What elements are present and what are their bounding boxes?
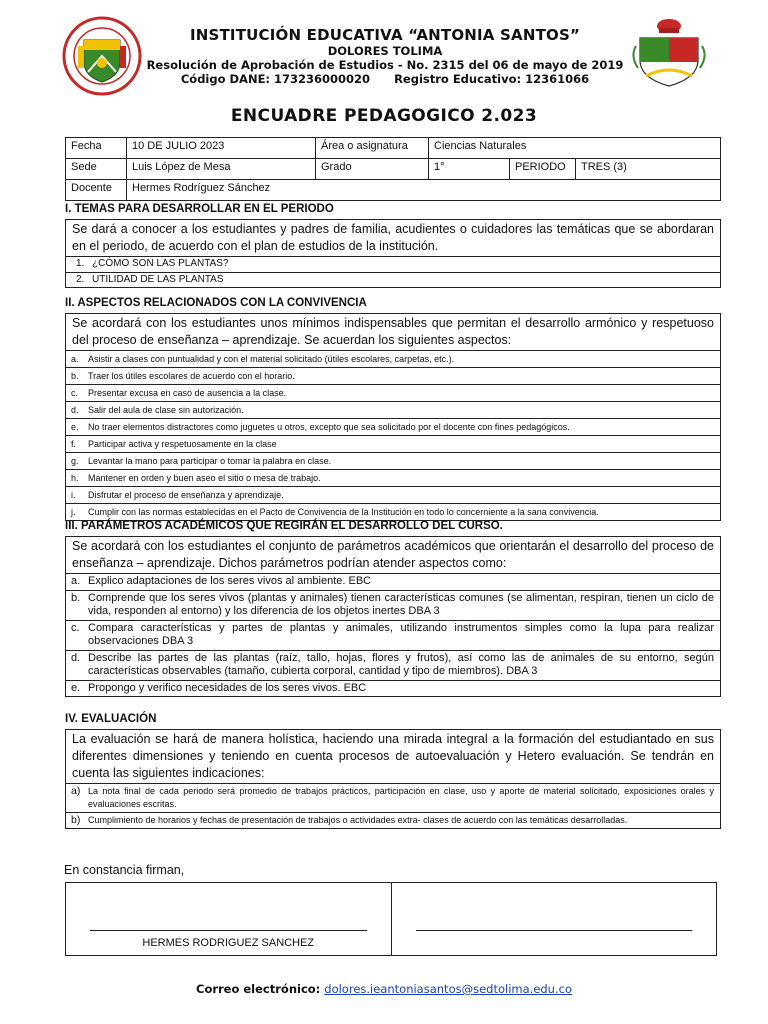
email-label: Correo electrónico: (196, 982, 321, 996)
section-box (65, 536, 721, 697)
item-text: Describe las partes de las plantas (raíz, tallo, hojas, flores y frutos), así como las de animales de su entorno, según características observables (tamaño, cubierta corporal, cantidad y tipo de miembros). DBA 3 (88, 651, 714, 677)
item-letter: a. (71, 354, 79, 364)
signature-name: HERMES RODRIGUEZ SANCHEZ (142, 937, 315, 949)
item-text: Explico adaptaciones de los seres vivos al ambiente. EBC (88, 575, 372, 587)
info-row-docente (66, 180, 721, 201)
signature-cell-right (391, 883, 717, 955)
item-text: Cumplir con las normas establecidas en el Pacto de Convivencia de la Institución en todo lo concerniente a la sana convivencia. (88, 507, 599, 517)
item-text: Asistir a clases con puntualidad y con el material solicitado (útiles escolares, carpetas, etc.). (88, 354, 455, 364)
area-label: Área o asignatura (316, 138, 429, 159)
item-text: Levantar la mano para participar o tomar la palabra en clase. (88, 456, 332, 466)
items-list (66, 351, 720, 520)
area-value: Ciencias Naturales (429, 138, 721, 159)
item-text: Cumplimiento de horarios y fechas de presentación de trabajos o actividades extra- clases de acuerdo con las temáticas desarrolladas. (88, 815, 628, 825)
section-intro: La evaluación se hará de manera holística, haciendo una mirada integral a la formación del estudiantado en sus diferentes dimensiones y teniendo en cuenta procesos de autoevaluación y Hetero evaluación. Se tendrán en cuenta las siguientes indicaciones: (66, 730, 720, 784)
docente-value: Hermes Rodríguez Sánchez (127, 180, 721, 201)
fecha-value: 10 DE JULIO 2023 (127, 138, 316, 159)
list-item (66, 503, 720, 520)
document-title: ENCUADRE PEDAGOGICO 2.023 (230, 106, 538, 126)
item-text: La nota final de cada periodo será promedio de trabajos prácticos, participación en clase, uso y aporte de material solicitado, exposiciones orales y evaluaciones escritas. (88, 786, 714, 809)
list-item (66, 486, 720, 503)
item-number: 1. (76, 258, 85, 269)
signature-line (90, 930, 367, 931)
item-letter: d. (71, 405, 79, 415)
section-convivencia (65, 297, 721, 521)
constancia-text: En constancia firman, (64, 863, 185, 877)
grado-label: Grado (316, 159, 429, 180)
list-item (66, 257, 720, 272)
list-item (66, 784, 720, 812)
item-letter: c. (71, 388, 79, 398)
item-letter: g. (71, 456, 79, 466)
grado-value: 1° (429, 159, 510, 180)
periodo-label: PERIODO (510, 159, 576, 180)
item-text: Traer los útiles escolares de acuerdo con el horario. (88, 371, 295, 381)
item-number: 2. (76, 273, 85, 285)
item-letter: a. (71, 575, 81, 587)
item-letter: f. (71, 439, 77, 449)
periodo-value: TRES (3) (576, 159, 721, 180)
item-letter: h. (71, 473, 79, 483)
institution-town: DOLORES TOLIMA (327, 44, 443, 58)
list-item (66, 452, 720, 469)
municipal-shield-logo (632, 16, 706, 90)
header (0, 0, 768, 96)
items-list (66, 784, 720, 828)
signature-cell-left (66, 883, 391, 955)
section-box (65, 313, 721, 521)
list-item (66, 812, 720, 828)
list-item (66, 384, 720, 401)
list-item (66, 435, 720, 452)
item-letter: e. (71, 681, 81, 694)
list-item (66, 574, 720, 590)
item-text: Salir del aula de clase sin autorización. (88, 405, 244, 415)
item-text: ¿CÓMO SON LAS PLANTAS? (92, 258, 229, 269)
items-list (66, 574, 720, 696)
item-text: Comprende que los seres vivos (plantas y animales) tienen características comunes (se alimentan, respiran, tienen un ciclo de vida, responden al entorno) y los diferencia de los objetos inertes DBA 3 (88, 591, 714, 617)
item-letter: d. (71, 651, 81, 664)
signature-box (65, 882, 717, 956)
fecha-label: Fecha (66, 138, 127, 159)
section-intro: Se acordará con los estudiantes el conjunto de parámetros académicos que orientarán el desarrollo del proceso de enseñanza – aprendizaje. Dichos parámetros podrían atender aspectos como: (66, 537, 720, 574)
item-letter: i. (71, 490, 76, 500)
item-letter: b. (71, 371, 79, 381)
section-intro: Se dará a conocer a los estudiantes y padres de familia, acudientes o cuidadores las temáticas que se abordaran en el periodo, de acuerdo con el plan de estudios de la institución. (66, 220, 720, 257)
item-letter: a) (71, 785, 81, 797)
header-text (140, 26, 630, 86)
list-item (66, 680, 720, 697)
list-item (66, 401, 720, 418)
item-text: Disfrutar el proceso de enseñanza y aprendizaje. (88, 490, 284, 500)
section-title: II. ASPECTOS RELACIONADOS CON LA CONVIVENCIA (65, 297, 367, 309)
list-item (66, 650, 720, 680)
item-letter: b) (71, 814, 81, 826)
email-link[interactable]: dolores.ieantoniasantos@sedtolima.edu.co (324, 982, 572, 996)
list-item (66, 620, 720, 650)
section-intro: Se acordará con los estudiantes unos mínimos indispensables que permitan el desarrollo armónico y respetuoso del proceso de enseñanza – aprendizaje. Se acuerdan los siguientes aspectos: (66, 314, 720, 351)
section-parametros (65, 520, 721, 697)
items-list (66, 257, 720, 287)
item-text: Mantener en orden y buen aseo el sitio o mesa de trabajo. (88, 473, 321, 483)
list-item (66, 469, 720, 486)
codes-line: Código DANE: 173236000020 Registro Educativo: 12361066 (180, 72, 590, 86)
item-letter: b. (71, 591, 81, 604)
school-seal-logo (62, 16, 142, 96)
item-text: Presentar excusa en caso de ausencia a la clase. (88, 388, 287, 398)
item-text: Compara características y partes de plantas y animales, utilizando instrumentos simples como la lupa para realizar observaciones DBA 3 (88, 621, 714, 647)
section-evaluacion (65, 713, 721, 829)
sede-label: Sede (66, 159, 127, 180)
list-item (66, 418, 720, 435)
item-letter: c. (71, 621, 80, 634)
section-title: IV. EVALUACIÓN (65, 713, 157, 725)
item-text: No traer elementos distractores como juguetes u otros, excepto que sea solicitado por el docente con fines pedagógicos. (88, 422, 570, 432)
section-box (65, 729, 721, 829)
footer (0, 982, 768, 996)
info-row-fecha (66, 138, 721, 159)
info-table (65, 137, 721, 201)
section-title: III. PARÁMETROS ACADÉMICOS QUE REGIRÁN EL DESARROLLO DEL CURSO. (65, 520, 503, 532)
signature-line (416, 930, 693, 931)
item-letter: j. (71, 507, 76, 517)
sede-value: Luis López de Mesa (127, 159, 316, 180)
section-temas (65, 203, 721, 288)
list-item (66, 351, 720, 367)
docente-label: Docente (66, 180, 127, 201)
item-text: UTILIDAD DE LAS PLANTAS (92, 273, 224, 285)
institution-name: INSTITUCIÓN EDUCATIVA “ANTONIA SANTOS” (189, 26, 581, 44)
item-text: Propongo y verifico necesidades de los seres vivos. EBC (88, 681, 367, 694)
item-letter: e. (71, 422, 79, 432)
section-box (65, 219, 721, 288)
item-text: Participar activa y respetuosamente en la clase (88, 439, 277, 449)
list-item (66, 272, 720, 288)
list-item (66, 590, 720, 620)
info-row-sede (66, 159, 721, 180)
section-title: I. TEMAS PARA DESARROLLAR EN EL PERIODO (65, 203, 334, 215)
resolution-line: Resolución de Aprobación de Estudios - No. 2315 del 06 de mayo de 2019 (146, 58, 624, 72)
list-item (66, 367, 720, 384)
